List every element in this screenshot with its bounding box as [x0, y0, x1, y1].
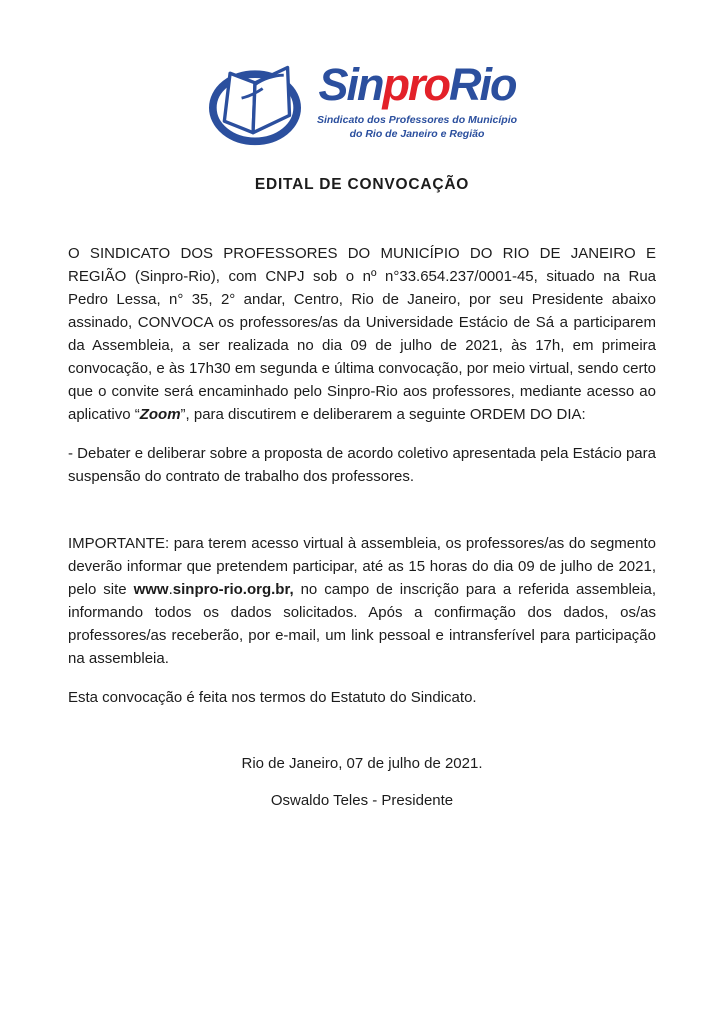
- sinpro-rio-logo: [68, 56, 656, 148]
- logo-text-block: [317, 56, 517, 141]
- logo-tagline-line1: Sindicato dos Professores do Município: [316, 114, 518, 126]
- text-segment: sinpro-rio.org.br,: [172, 581, 294, 598]
- paragraph-agenda-item: [68, 442, 656, 488]
- signature-line: Oswaldo Teles - Presidente: [270, 792, 454, 809]
- text-segment: Esta convocação é feita nos termos do Estatuto do Sindicato.: [68, 689, 477, 706]
- paragraph-closing: [68, 686, 656, 709]
- logo-tagline-line2: do Rio de Janeiro e Região: [349, 128, 485, 141]
- paragraph-intro: [68, 242, 656, 426]
- logo-wordmark: [318, 59, 516, 110]
- logo-tagline: [317, 113, 517, 141]
- text-segment: - Debater e deliberar sobre a proposta de acordo coletivo apresentada pela Estácio para suspensão do contrato de trabalho dos professores.: [68, 445, 656, 485]
- wordmark-rio: Rio: [449, 59, 516, 110]
- paragraph-important: [68, 532, 656, 670]
- open-book-logo-icon: [207, 56, 303, 148]
- document-title: EDITAL DE CONVOCAÇÃO: [254, 176, 470, 193]
- wordmark-sin: Sin: [318, 59, 383, 110]
- date-line: Rio de Janeiro, 07 de julho de 2021.: [241, 755, 483, 772]
- text-segment: .: [168, 581, 173, 598]
- text-segment: ”, para discutirem e deliberarem a seguinte ORDEM DO DIA:: [180, 406, 586, 423]
- text-segment: no campo de inscrição para a referida assembleia, informando todos os dados solicitados. Após a confirmação dos dados, os/as professores/as receberão, por e-mail, um link pessoal e intransferível para participação na assembleia.: [68, 581, 656, 667]
- text-segment: Zoom: [139, 406, 181, 423]
- wordmark-pro: pro: [382, 59, 449, 110]
- text-segment: IMPORTANTE: para terem acesso virtual à assembleia, os professores/as do segmento deverão informar que pretendem participar, até as 15 horas do dia 09 de julho de 2021, pelo site: [68, 535, 656, 598]
- text-segment: O SINDICATO DOS PROFESSORES DO MUNICÍPIO DO RIO DE JANEIRO E REGIÃO (Sinpro-Rio), com CNPJ sob o nº n°33.654.237/0001-45, situado na Rua Pedro Lessa, n° 35, 2° andar, Centro, Rio de Janeiro, por seu Presidente abaixo assinado, CONVOCA os professores/as da Universidade Estácio de Sá a participarem da Assembleia, a ser realizada no dia 09 de julho de 2021, às 17h, em primeira convocação, e às 17h30 em segunda e última convocação, por meio virtual, sendo certo que o convite será encaminhado pelo Sinpro-Rio aos professores, mediante acesso ao aplicativo “: [68, 245, 656, 423]
- text-segment: www: [133, 581, 169, 598]
